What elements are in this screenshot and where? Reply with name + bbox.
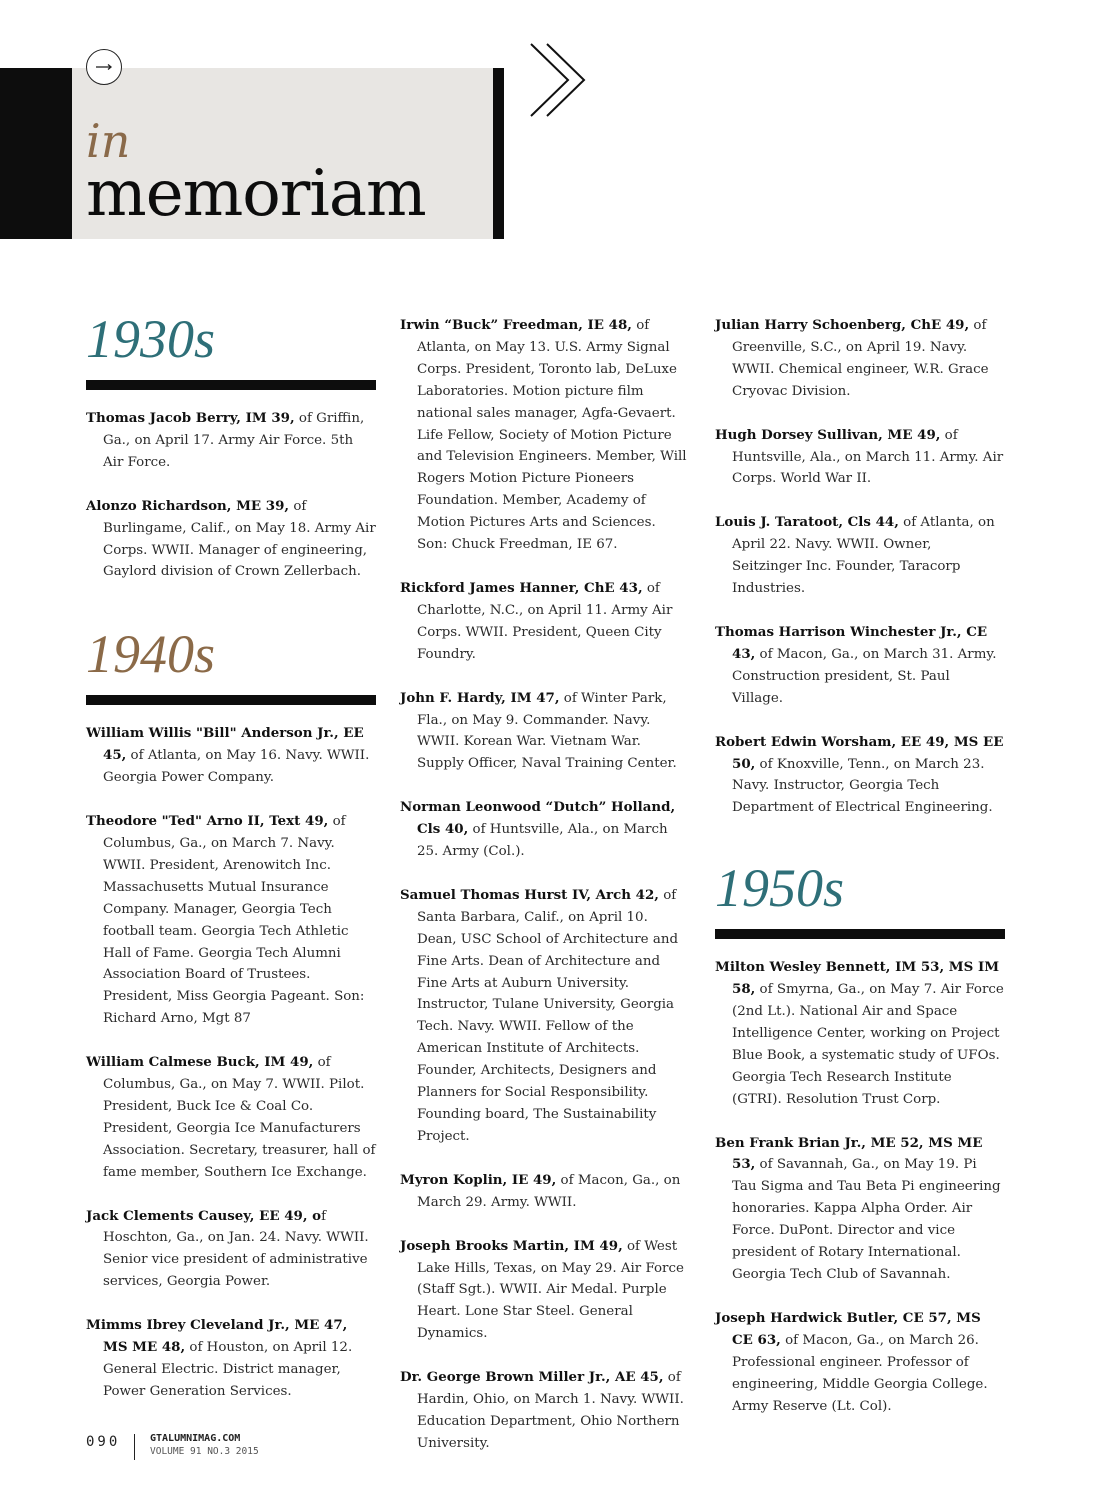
obituary-entry: Louis J. Taratoot, Cls 44, of Atlanta, on April 22. Navy. WWII. Owner, Seitzinger Inc. Founder, Taracorp Industries.: [715, 514, 995, 597]
arrow-right-icon[interactable]: [86, 49, 122, 85]
obituary-entry: Theodore "Ted" Arno II, Text 49, of Columbus, Ga., on March 7. Navy. WWII. President, Arenowitch Inc. Massachusetts Mutual Insurance Company. Manager, Georgia Tech football team. Georgia Tech Athletic Hall of Fame. Georgia Tech Alumni Association Board of Trustees. President, Miss Georgia Pageant. Son: Richard Arno, Mgt 87: [86, 813, 365, 1027]
page-number: 090: [86, 1434, 121, 1450]
footer-divider: [134, 1434, 135, 1460]
obituary-entry: Alonzo Richardson, ME 39, of Burlingame, Calif., on May 18. Army Air Corps. WWII. Manager of engineering, Gaylord division of Crown Zellerbach.: [86, 497, 376, 580]
obituary-entry: Norman Leonwood “Dutch” Holland, Cls 40, of Huntsville, Ala., on March 25. Army (Col.).: [400, 799, 676, 860]
decade-heading-1930s: 1930s: [86, 309, 216, 369]
obituary-entry: Rickford James Hanner, ChE 43, of Charlotte, N.C., on April 11. Army Air Corps. WWII. President, Queen City Foundry.: [400, 579, 673, 662]
obituary-entry: William Calmese Buck, IM 49, of Columbus, Ga., on May 7. WWII. Pilot. President, Buck Ice & Coal Co. President, Georgia Ice Manufacturers Association. Secretary, treasurer, hall of fame member, Southern Ice Exchange.: [86, 1054, 376, 1180]
obituary-entry: Myron Koplin, IE 49, of Macon, Ga., on March 29. Army. WWII.: [400, 1171, 681, 1210]
obituary-entry: Julian Harry Schoenberg, ChE 49, of Greenville, S.C., on April 19. Navy. WWII. Chemical engineer, W.R. Grace Cryovac Division.: [715, 317, 989, 399]
decade-rule: [86, 695, 376, 705]
decade-heading-1940s: 1940s: [86, 624, 216, 685]
obituary-entry: Samuel Thomas Hurst IV, Arch 42, of Santa Barbara, Calif., on April 10. Dean, USC School of Architecture and Fine Arts. Dean of Architecture and Fine Arts at Auburn University. Instructor, Tulane University, Georgia Tech. Navy. WWII. Fellow of the American Institute of Architects. Founder, Architects, Designers and Planners for Social Responsibility. Founding board, The Sustainability Project.: [400, 886, 679, 1144]
column-1: [86, 309, 376, 1425]
decade-rule: [715, 929, 1005, 939]
column-3: [715, 315, 1005, 1439]
header-black-block: [0, 68, 72, 239]
obituary-entry: Thomas Harrison Winchester Jr., CE 43, of Macon, Ga., on March 31. Army. Construction president, St. Paul Village.: [715, 623, 997, 706]
obituary-entry: William Willis "Bill" Anderson Jr., EE 45, of Atlanta, on May 16. Navy. WWII. Georgia Power Company.: [86, 725, 370, 786]
decade-heading-1950s: 1950s: [715, 858, 845, 919]
header-divider: [493, 68, 504, 239]
obituary-entry: Mimms Ibrey Cleveland Jr., ME 47, MS ME 48, of Houston, on April 12. General Electric. District manager, Power Generation Services.: [86, 1317, 353, 1399]
column-2: [400, 315, 690, 1477]
decade-rule: [86, 380, 376, 390]
obituary-entry: Hugh Dorsey Sullivan, ME 49, of Huntsville, Ala., on March 11. Army. Air Corps. World War II.: [715, 426, 1004, 487]
obituary-entry: Dr. George Brown Miller Jr., AE 45, of Hardin, Ohio, on March 1. Navy. WWII. Education Department, Ohio Northern University.: [400, 1369, 684, 1451]
obituary-entry: Irwin “Buck” Freedman, IE 48, of Atlanta, on May 13. U.S. Army Signal Corps. President, Toronto lab, DeLuxe Laboratories. Motion picture film national sales manager, Agfa-Gevaert. Life Fellow, Society of Motion Picture and Television Engineers. Member, Will Rogers Motion Picture Pioneers Foundation. Member, Academy of Motion Pictures Arts and Sciences. Son: Chuck Freedman, IE 67.: [400, 317, 687, 553]
title-prefix: in: [86, 114, 131, 168]
obituary-entry: Jack Clements Causey, EE 49, of Hoschton, Ga., on Jan. 24. Navy. WWII. Senior vice president of administrative services, Georgia Power.: [86, 1207, 369, 1290]
footer-site[interactable]: GTALUMNIMAG.COM: [150, 1433, 241, 1444]
page-title: memoriam: [86, 157, 426, 231]
obituary-entry: Robert Edwin Worsham, EE 49, MS EE 50, of Knoxville, Tenn., on March 23. Navy. Instructor, Georgia Tech Department of Electrical Engineering.: [715, 733, 1004, 816]
obituary-entry: Joseph Brooks Martin, IM 49, of West Lake Hills, Texas, on May 29. Air Force (Staff Sgt.). WWII. Air Medal. Purple Heart. Lone Star Steel. General Dynamics.: [400, 1237, 684, 1342]
obituary-entry: Ben Frank Brian Jr., ME 52, MS ME 53, of Savannah, Ga., on May 19. Pi Tau Sigma and Tau Beta Pi engineering honoraries. Kappa Alpha Order. Air Force. DuPont. Director and vice president of Rotary International. Georgia Tech Club of Savannah.: [715, 1134, 1001, 1282]
obituary-entry: Milton Wesley Bennett, IM 53, MS IM 58, of Smyrna, Ga., on May 7. Air Force (2nd Lt.). National Air and Space Intelligence Center, working on Project Blue Book, a systematic study of UFOs. Georgia Tech Research Institute (GTRI). Resolution Trust Corp.: [715, 959, 1004, 1107]
obituary-entry: Joseph Hardwick Butler, CE 57, MS CE 63, of Macon, Ga., on March 26. Professional engineer. Professor of engineering, Middle Georgia College. Army Reserve (Lt. Col).: [715, 1309, 988, 1414]
footer-volume: VOLUME 91 NO.3 2015: [150, 1446, 259, 1457]
obituary-entry: Thomas Jacob Berry, IM 39, of Griffin, Ga., on April 17. Army Air Force. 5th Air Force.: [86, 410, 365, 470]
double-chevron-icon: [528, 42, 588, 120]
obituary-entry: John F. Hardy, IM 47, of Winter Park, Fla., on May 9. Commander. Navy. WWII. Korean War. Vietnam War. Supply Officer, Naval Training Center.: [400, 689, 677, 772]
